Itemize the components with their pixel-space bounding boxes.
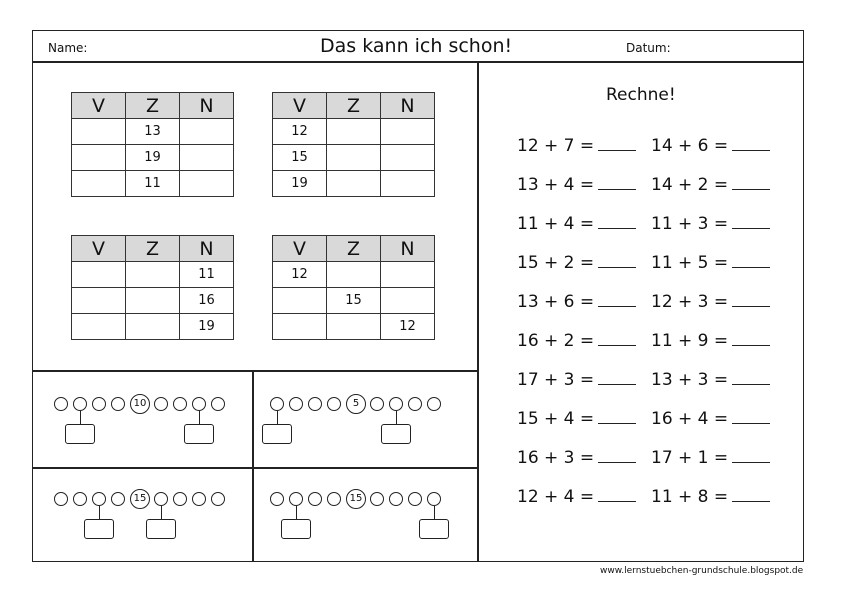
- table-cell[interactable]: [381, 262, 435, 288]
- number-dot: [111, 397, 125, 411]
- table-cell[interactable]: [72, 288, 126, 314]
- task-text: 11 + 3 =: [651, 214, 729, 234]
- table-cell[interactable]: [126, 262, 180, 288]
- number-dot: [308, 492, 322, 506]
- answer-blank[interactable]: [598, 250, 636, 268]
- number-dot: [370, 492, 384, 506]
- table-cell[interactable]: [126, 314, 180, 340]
- number-dot: [111, 492, 125, 506]
- table-header-cell: Z: [126, 236, 180, 262]
- table-cell[interactable]: [180, 145, 234, 171]
- table-cell[interactable]: 12: [273, 262, 327, 288]
- column-divider: [477, 61, 479, 562]
- number-dot: [54, 492, 68, 506]
- table-cell[interactable]: [327, 171, 381, 197]
- addition-task: [651, 445, 770, 468]
- addition-task: [517, 211, 636, 234]
- name-label: Name:: [48, 41, 88, 55]
- number-dot: [427, 492, 441, 506]
- task-text: 13 + 4 =: [517, 175, 595, 195]
- number-dot: [73, 492, 87, 506]
- number-dot: [308, 397, 322, 411]
- answer-box[interactable]: [419, 519, 449, 539]
- addition-task: [517, 289, 636, 312]
- answer-blank[interactable]: [598, 367, 636, 385]
- answer-box[interactable]: [281, 519, 311, 539]
- addition-task: [651, 133, 770, 156]
- task-text: 11 + 9 =: [651, 331, 729, 351]
- answer-blank[interactable]: [732, 172, 770, 190]
- center-number-circle: 10: [130, 394, 150, 414]
- addition-task: [651, 484, 770, 507]
- addition-task: [651, 211, 770, 234]
- addition-task: [517, 250, 636, 273]
- addition-task: [517, 445, 636, 468]
- table-header-cell: N: [381, 93, 435, 119]
- task-text: 16 + 3 =: [517, 448, 595, 468]
- table-header-cell: V: [72, 236, 126, 262]
- number-dot: [408, 492, 422, 506]
- answer-blank[interactable]: [732, 211, 770, 229]
- addition-task: [517, 484, 636, 507]
- task-text: 16 + 2 =: [517, 331, 595, 351]
- table-cell[interactable]: 19: [126, 145, 180, 171]
- table-cell[interactable]: [327, 145, 381, 171]
- number-dot: [408, 397, 422, 411]
- answer-blank[interactable]: [598, 172, 636, 190]
- table-row: [273, 314, 435, 340]
- rechne-title: Rechne!: [606, 85, 676, 105]
- connector-line: [396, 411, 397, 424]
- answer-box[interactable]: [184, 424, 214, 444]
- answer-blank[interactable]: [732, 484, 770, 502]
- table-cell[interactable]: [180, 119, 234, 145]
- connector-line: [296, 506, 297, 519]
- table-cell[interactable]: 12: [273, 119, 327, 145]
- addition-task: [651, 328, 770, 351]
- table-header-cell: N: [180, 93, 234, 119]
- connector-line: [161, 506, 162, 519]
- number-dot: [54, 397, 68, 411]
- addition-task: [517, 406, 636, 429]
- table-cell[interactable]: [381, 288, 435, 314]
- table-cell[interactable]: [273, 288, 327, 314]
- task-text: 16 + 4 =: [651, 409, 729, 429]
- table-header-cell: Z: [126, 93, 180, 119]
- table-header-cell: N: [180, 236, 234, 262]
- table-cell[interactable]: 13: [126, 119, 180, 145]
- number-dot: [427, 397, 441, 411]
- task-text: 11 + 4 =: [517, 214, 595, 234]
- answer-blank[interactable]: [732, 367, 770, 385]
- answer-blank[interactable]: [598, 133, 636, 151]
- table-cell[interactable]: [126, 288, 180, 314]
- place-value-table: [272, 235, 435, 340]
- table-cell[interactable]: [381, 145, 435, 171]
- answer-blank[interactable]: [732, 250, 770, 268]
- connector-line: [199, 411, 200, 424]
- task-text: 14 + 6 =: [651, 136, 729, 156]
- addition-task: [651, 406, 770, 429]
- table-row: [273, 262, 435, 288]
- table-cell[interactable]: [327, 119, 381, 145]
- answer-blank[interactable]: [598, 445, 636, 463]
- center-number-circle: 15: [346, 489, 366, 509]
- header-divider: [32, 61, 804, 63]
- addition-task: [517, 328, 636, 351]
- answer-blank[interactable]: [598, 289, 636, 307]
- task-text: 17 + 1 =: [651, 448, 729, 468]
- footer-url: www.lernstuebchen-grundschule.blogspot.de: [600, 566, 804, 576]
- task-text: 14 + 2 =: [651, 175, 729, 195]
- addition-task: [651, 367, 770, 390]
- table-header-cell: Z: [327, 93, 381, 119]
- number-dot: [92, 397, 106, 411]
- number-dot: [370, 397, 384, 411]
- table-row: [273, 288, 435, 314]
- table-row: [273, 119, 435, 145]
- number-dot: [389, 397, 403, 411]
- table-cell[interactable]: [327, 314, 381, 340]
- answer-blank[interactable]: [732, 406, 770, 424]
- number-dot: [154, 492, 168, 506]
- table-cell[interactable]: [180, 171, 234, 197]
- table-header-cell: V: [273, 93, 327, 119]
- table-cell[interactable]: 16: [180, 288, 234, 314]
- addition-task: [517, 367, 636, 390]
- table-header-cell: N: [381, 236, 435, 262]
- strips-vertical-divider: [252, 370, 254, 562]
- table-cell[interactable]: [327, 262, 381, 288]
- table-row: [72, 119, 234, 145]
- place-value-table: [71, 92, 234, 197]
- place-value-table: [71, 235, 234, 340]
- number-dot: [327, 492, 341, 506]
- table-cell[interactable]: 15: [273, 145, 327, 171]
- place-value-table: [272, 92, 435, 197]
- addition-task: [517, 172, 636, 195]
- task-text: 12 + 7 =: [517, 136, 595, 156]
- answer-blank[interactable]: [732, 328, 770, 346]
- answer-blank[interactable]: [598, 211, 636, 229]
- number-dot: [211, 492, 225, 506]
- answer-blank[interactable]: [732, 289, 770, 307]
- task-text: 13 + 3 =: [651, 370, 729, 390]
- task-text: 11 + 8 =: [651, 487, 729, 507]
- table-cell[interactable]: 11: [126, 171, 180, 197]
- table-cell[interactable]: [72, 119, 126, 145]
- answer-blank[interactable]: [598, 484, 636, 502]
- table-cell[interactable]: 15: [327, 288, 381, 314]
- answer-box[interactable]: [381, 424, 411, 444]
- answer-blank[interactable]: [732, 445, 770, 463]
- task-text: 12 + 4 =: [517, 487, 595, 507]
- connector-line: [434, 506, 435, 519]
- table-header-cell: Z: [327, 236, 381, 262]
- number-dot: [289, 492, 303, 506]
- table-row: [72, 171, 234, 197]
- task-text: 17 + 3 =: [517, 370, 595, 390]
- task-text: 12 + 3 =: [651, 292, 729, 312]
- addition-task: [651, 172, 770, 195]
- table-row: [273, 145, 435, 171]
- answer-blank[interactable]: [598, 406, 636, 424]
- table-header-cell: V: [72, 93, 126, 119]
- connector-line: [99, 506, 100, 519]
- table-row: [72, 288, 234, 314]
- connector-line: [277, 411, 278, 424]
- task-text: 15 + 4 =: [517, 409, 595, 429]
- number-dot: [173, 397, 187, 411]
- number-dot: [192, 397, 206, 411]
- tables-divider: [32, 370, 478, 372]
- task-text: 13 + 6 =: [517, 292, 595, 312]
- number-dot: [73, 397, 87, 411]
- table-cell[interactable]: [72, 171, 126, 197]
- number-dot: [270, 492, 284, 506]
- connector-line: [80, 411, 81, 424]
- answer-box[interactable]: [65, 424, 95, 444]
- table-cell[interactable]: [273, 314, 327, 340]
- table-row: [72, 262, 234, 288]
- table-row: [273, 171, 435, 197]
- number-dot: [173, 492, 187, 506]
- center-number-circle: 15: [130, 489, 150, 509]
- table-row: [72, 145, 234, 171]
- number-dot: [192, 492, 206, 506]
- number-dot: [327, 397, 341, 411]
- strips-divider: [32, 467, 478, 469]
- number-dot: [211, 397, 225, 411]
- addition-task: [651, 289, 770, 312]
- number-dot: [92, 492, 106, 506]
- table-cell[interactable]: 19: [273, 171, 327, 197]
- table-cell[interactable]: [381, 171, 435, 197]
- table-cell[interactable]: 19: [180, 314, 234, 340]
- answer-box[interactable]: [84, 519, 114, 539]
- answer-blank[interactable]: [598, 328, 636, 346]
- table-header-cell: V: [273, 236, 327, 262]
- task-text: 15 + 2 =: [517, 253, 595, 273]
- page-title: Das kann ich schon!: [320, 35, 513, 57]
- number-dot: [289, 397, 303, 411]
- table-cell[interactable]: [72, 314, 126, 340]
- center-number-circle: 5: [346, 394, 366, 414]
- date-label: Datum:: [626, 41, 671, 55]
- addition-task: [651, 250, 770, 273]
- table-row: [72, 314, 234, 340]
- table-cell[interactable]: [72, 262, 126, 288]
- number-dot: [389, 492, 403, 506]
- table-cell[interactable]: [381, 119, 435, 145]
- answer-box[interactable]: [262, 424, 292, 444]
- table-cell[interactable]: 12: [381, 314, 435, 340]
- answer-box[interactable]: [146, 519, 176, 539]
- table-cell[interactable]: [72, 145, 126, 171]
- number-dot: [270, 397, 284, 411]
- answer-blank[interactable]: [732, 133, 770, 151]
- number-dot: [154, 397, 168, 411]
- addition-task: [517, 133, 636, 156]
- task-text: 11 + 5 =: [651, 253, 729, 273]
- table-cell[interactable]: 11: [180, 262, 234, 288]
